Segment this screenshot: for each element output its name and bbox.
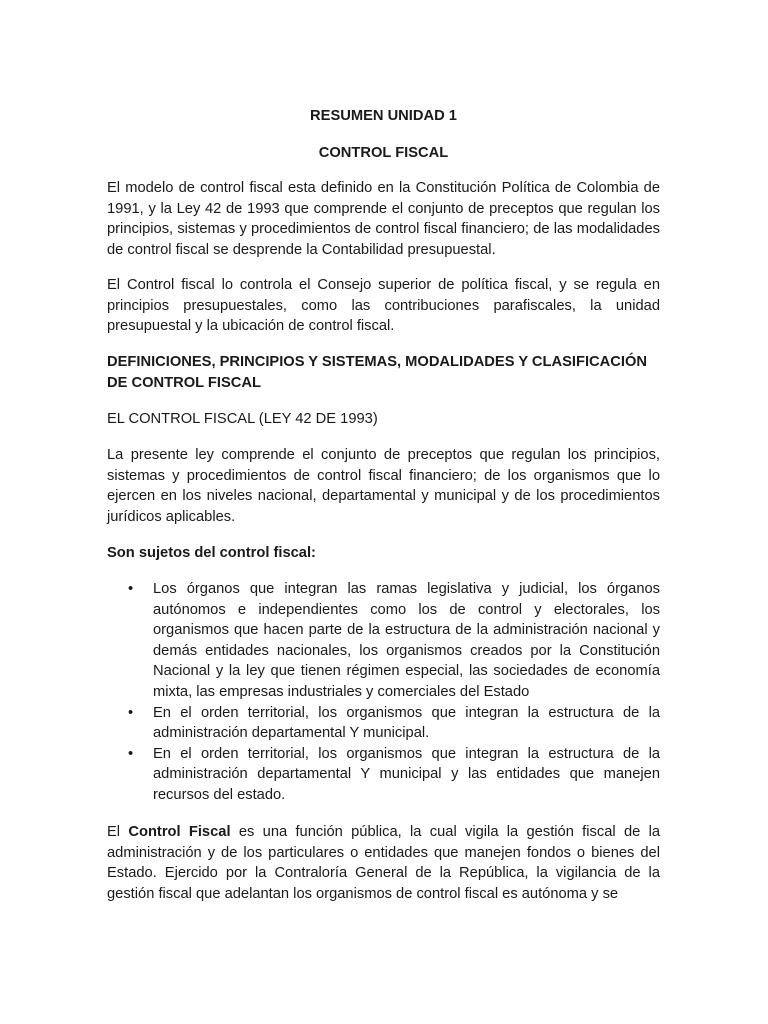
bullet-icon: • — [128, 704, 134, 721]
list-item — [107, 579, 660, 703]
document-title: RESUMEN UNIDAD 1 — [310, 108, 457, 124]
bold-term-control-fiscal: Control Fiscal — [128, 824, 231, 840]
paragraph-presente-ley: La presente ley comprende el conjunto de preceptos que regulan los principios, sistemas y procedimientos de control fiscal financiero; de los organismos que lo ejercen en los niveles nacional, departamental y municipal y de los procedimientos jurídicos aplicables. — [107, 447, 660, 525]
section-title-ley-42: EL CONTROL FISCAL (LEY 42 DE 1993) — [107, 411, 378, 427]
paragraph-modelo-control-fiscal: El modelo de control fiscal esta definido en la Constitución Política de Colombia de 1991, y la Ley 42 de 1993 que comprende el conjunto de preceptos que regulan los principios, sistemas y procedimientos de control fiscal financiero; de las modalidades de control fiscal se desprende la Contabilidad presupuestal. — [107, 180, 660, 258]
paragraph-rest-text: es una función pública, la cual vigila la gestión fiscal de la administración y de los particulares o entidades que manejen fondos o bienes del Estado. Ejercido por la Contraloría General de la República, la vigilancia de la gestión fiscal que adelantan los organismos de control fiscal es autónoma y se — [107, 824, 661, 902]
document-subtitle: CONTROL FISCAL — [318, 145, 449, 161]
bullet-icon: • — [128, 745, 134, 762]
sujetos-list — [107, 579, 660, 806]
heading-sujetos-control-fiscal: Son sujetos del control fiscal: — [107, 545, 316, 561]
paragraph-control-fiscal-funcion — [107, 822, 660, 904]
bullet-icon: • — [128, 581, 134, 597]
list-item-text: Los órganos que integran las ramas legislativa y judicial, los órganos autónomos e independientes como los de control y electorales, los organismos que hacen parte de la estructura de la administración nacional y demás entidades nacionales, los organismos creados por la Constitución Nacional y la ley que tienen régimen especial, las sociedades de economía mixta, las empresas industriales y comerciales del Estado — [153, 581, 660, 700]
heading-definiciones: DEFINICIONES, PRINCIPIOS Y SISTEMAS, MODALIDADES Y CLASIFICACIÓN DE CONTROL FISCAL — [107, 354, 647, 391]
list-item — [107, 703, 660, 744]
list-item — [107, 744, 660, 806]
list-item-text: En el orden territorial, los organismos que integran la estructura de la administración departamental Y municipal y las entidades que manejen recursos del estado. — [153, 745, 660, 803]
list-item-text: En el orden territorial, los organismos que integran la estructura de la administración departamental Y municipal. — [153, 704, 660, 742]
paragraph-consejo-superior: El Control fiscal lo controla el Consejo superior de política fiscal, y se regula en principios presupuestales, como las contribuciones parafiscales, la unidad presupuestal y la ubicación de control fiscal. — [107, 277, 660, 335]
paragraph-start-text: El — [107, 824, 129, 840]
